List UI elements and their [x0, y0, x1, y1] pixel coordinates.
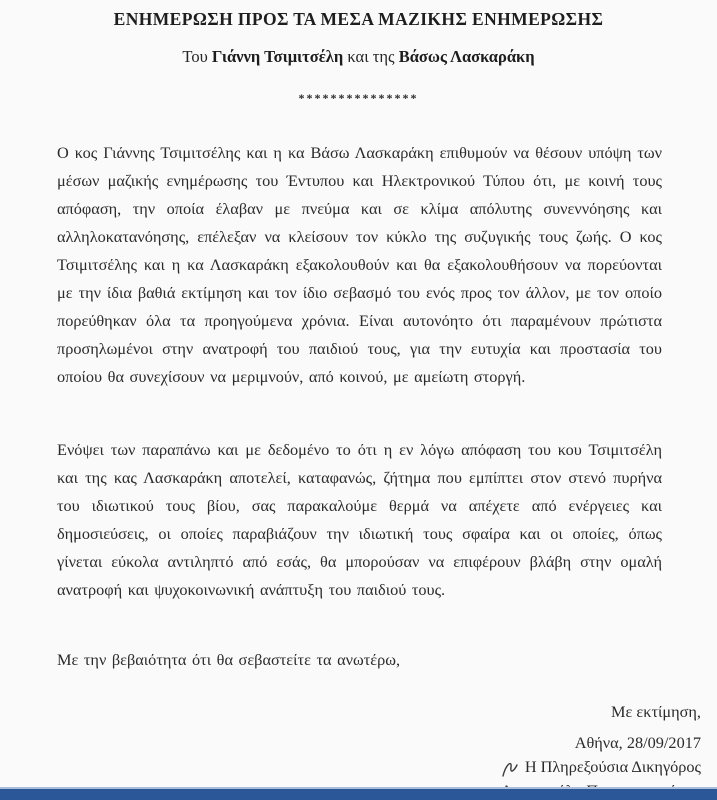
byline [0, 47, 717, 67]
paragraph-decision: Ο κος Γιάννης Τσιμιτσέλης και η κα Βάσω Λασκαράκη επιθυμούν να θέσουν υπόψη των μέσων μαζικής ενημέρωσης του Έντυπου και Ηλεκτρονικού Τύπου ότι, με κοινή τους απόφαση, την οποία έλαβαν με πνεύμα και σε κλίμα απόλυτης συνεννόησης και αλληλοκατανόησης, επέλεξαν να κλείσουν τον κύκλο της συζυγικής τους ζωής. Ο κος Τσιμιτσέλης και η κα Λασκαράκη εξακολουθούν και θα εξακολουθήσουν να πορεύονται με την ίδια βαθιά εκτίμηση και τον ίδιο σεβασμό του ενός προς τον άλλον, με τον οποίο πορεύθηκαν όλα τα προηγούμενα χρόνια. Είναι αυτονόητο ότι παραμένουν πρώτιστα προσηλωμένοι στην ανατροφή του παιδιού τους, για την ευτυχία και προστασία του οποίου θα συνεχίσουν να μεριμνούν, από κοινού, με αμείωτη στοργή. [57, 143, 662, 386]
paragraph-assurance: Με την βεβαιότητα ότι θα σεβαστείτε τα ανωτέρω, [57, 650, 401, 669]
asterisk-separator: *************** [298, 91, 419, 105]
closing-role-line [501, 755, 701, 779]
page-title: ΕΝΗΜΕΡΩΣΗ ΠΡΟΣ ΤΑ ΜΕΣΑ ΜΑΖΙΚΗΣ ΕΝΗΜΕΡΩΣΗΣ [113, 9, 604, 29]
document-body [0, 139, 717, 674]
closing-date: Αθήνα, 28/09/2017 [574, 733, 701, 752]
signature-squiggle-icon [501, 758, 523, 778]
closing-block [501, 700, 701, 800]
byline-name-laskaraki: Βάσως Λασκαράκη [398, 47, 535, 66]
byline-prefix: Του [182, 47, 212, 66]
closing-regards: Με εκτίμηση, [611, 702, 701, 721]
byline-name-tsimitselis: Γιάννη Τσιμιτσέλη [211, 47, 344, 66]
footer-bar [0, 787, 717, 800]
closing-role: Η Πληρεξούσια Δικηγόρος [524, 757, 701, 776]
byline-connector: και της [343, 47, 399, 66]
paragraph-privacy-request: Ενόψει των παραπάνω και με δεδομένο το ότι η εν λόγω απόφαση του κου Τσιμιτσέλη και της κας Λασκαράκη αποτελεί, καταφανώς, ζήτημα που εμπίπτει στον στενό πυρήνα του ιδιωτικού τους βίου, σας παρακαλούμε θερμά να απέχετε από ενέργειες και δημοσιεύσεις, οι οποίες παραβιάζουν την ιδιωτική τους σφαίρα και οι οποίες, όπως γίνεται εύκολα αντιληπτό από εσάς, θα μπορούσαν να επιφέρουν βλάβη στην ομαλή ανατροφή και ψυχοκοινωνική ανάπτυξη του παιδιού τους. [57, 440, 662, 599]
